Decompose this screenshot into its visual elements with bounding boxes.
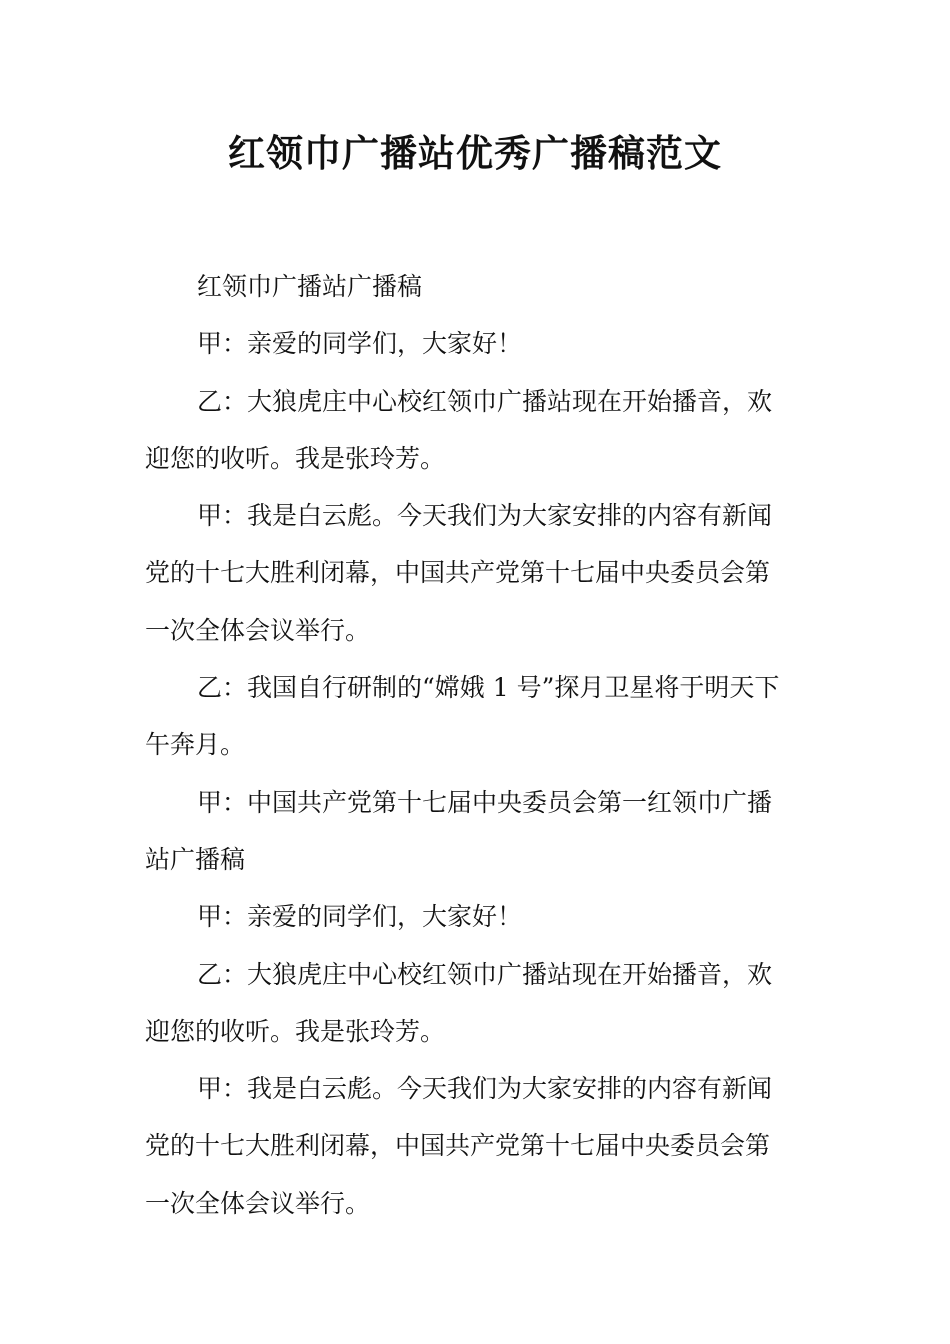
paragraph-line: 一次全体会议举行。 [145, 1188, 371, 1218]
paragraph-line: 乙：大狼虎庄中心校红领巾广播站现在开始播音，欢 [197, 386, 773, 416]
paragraph-line: 甲：亲爱的同学们，大家好！ [197, 902, 523, 932]
paragraph-line: 迎您的收听。我是张玲芳。 [145, 443, 446, 473]
paragraph-line: 党的十七大胜利闭幕，中国共产党第十七届中央委员会第 [145, 1131, 771, 1161]
paragraph-line: 党的十七大胜利闭幕，中国共产党第十七届中央委员会第 [145, 558, 771, 588]
paragraph-line: 甲：中国共产党第十七届中央委员会第一红领巾广播 [197, 787, 773, 817]
paragraph-line: 迎您的收听。我是张玲芳。 [145, 1016, 446, 1046]
document-title: 红领巾广播站优秀广播稿范文 [228, 131, 722, 175]
paragraph-line: 一次全体会议举行。 [145, 615, 371, 645]
paragraph-line: 甲：亲爱的同学们，大家好！ [197, 329, 523, 359]
paragraph-line: 站广播稿 [145, 844, 246, 874]
paragraph-line: 甲：我是白云彪。今天我们为大家安排的内容有新闻 [197, 1074, 773, 1104]
paragraph-line: 甲：我是白云彪。今天我们为大家安排的内容有新闻 [197, 501, 773, 531]
paragraph-line: 乙：大狼虎庄中心校红领巾广播站现在开始播音，欢 [197, 959, 773, 989]
paragraph-line: 午奔月。 [145, 730, 246, 760]
paragraph-line: 红领巾广播站广播稿 [197, 272, 423, 301]
document-body [145, 258, 809, 1232]
paragraph-line: 乙：我国自行研制的“嫦娥 1 号”探月卫星将于明天下 [197, 673, 780, 703]
